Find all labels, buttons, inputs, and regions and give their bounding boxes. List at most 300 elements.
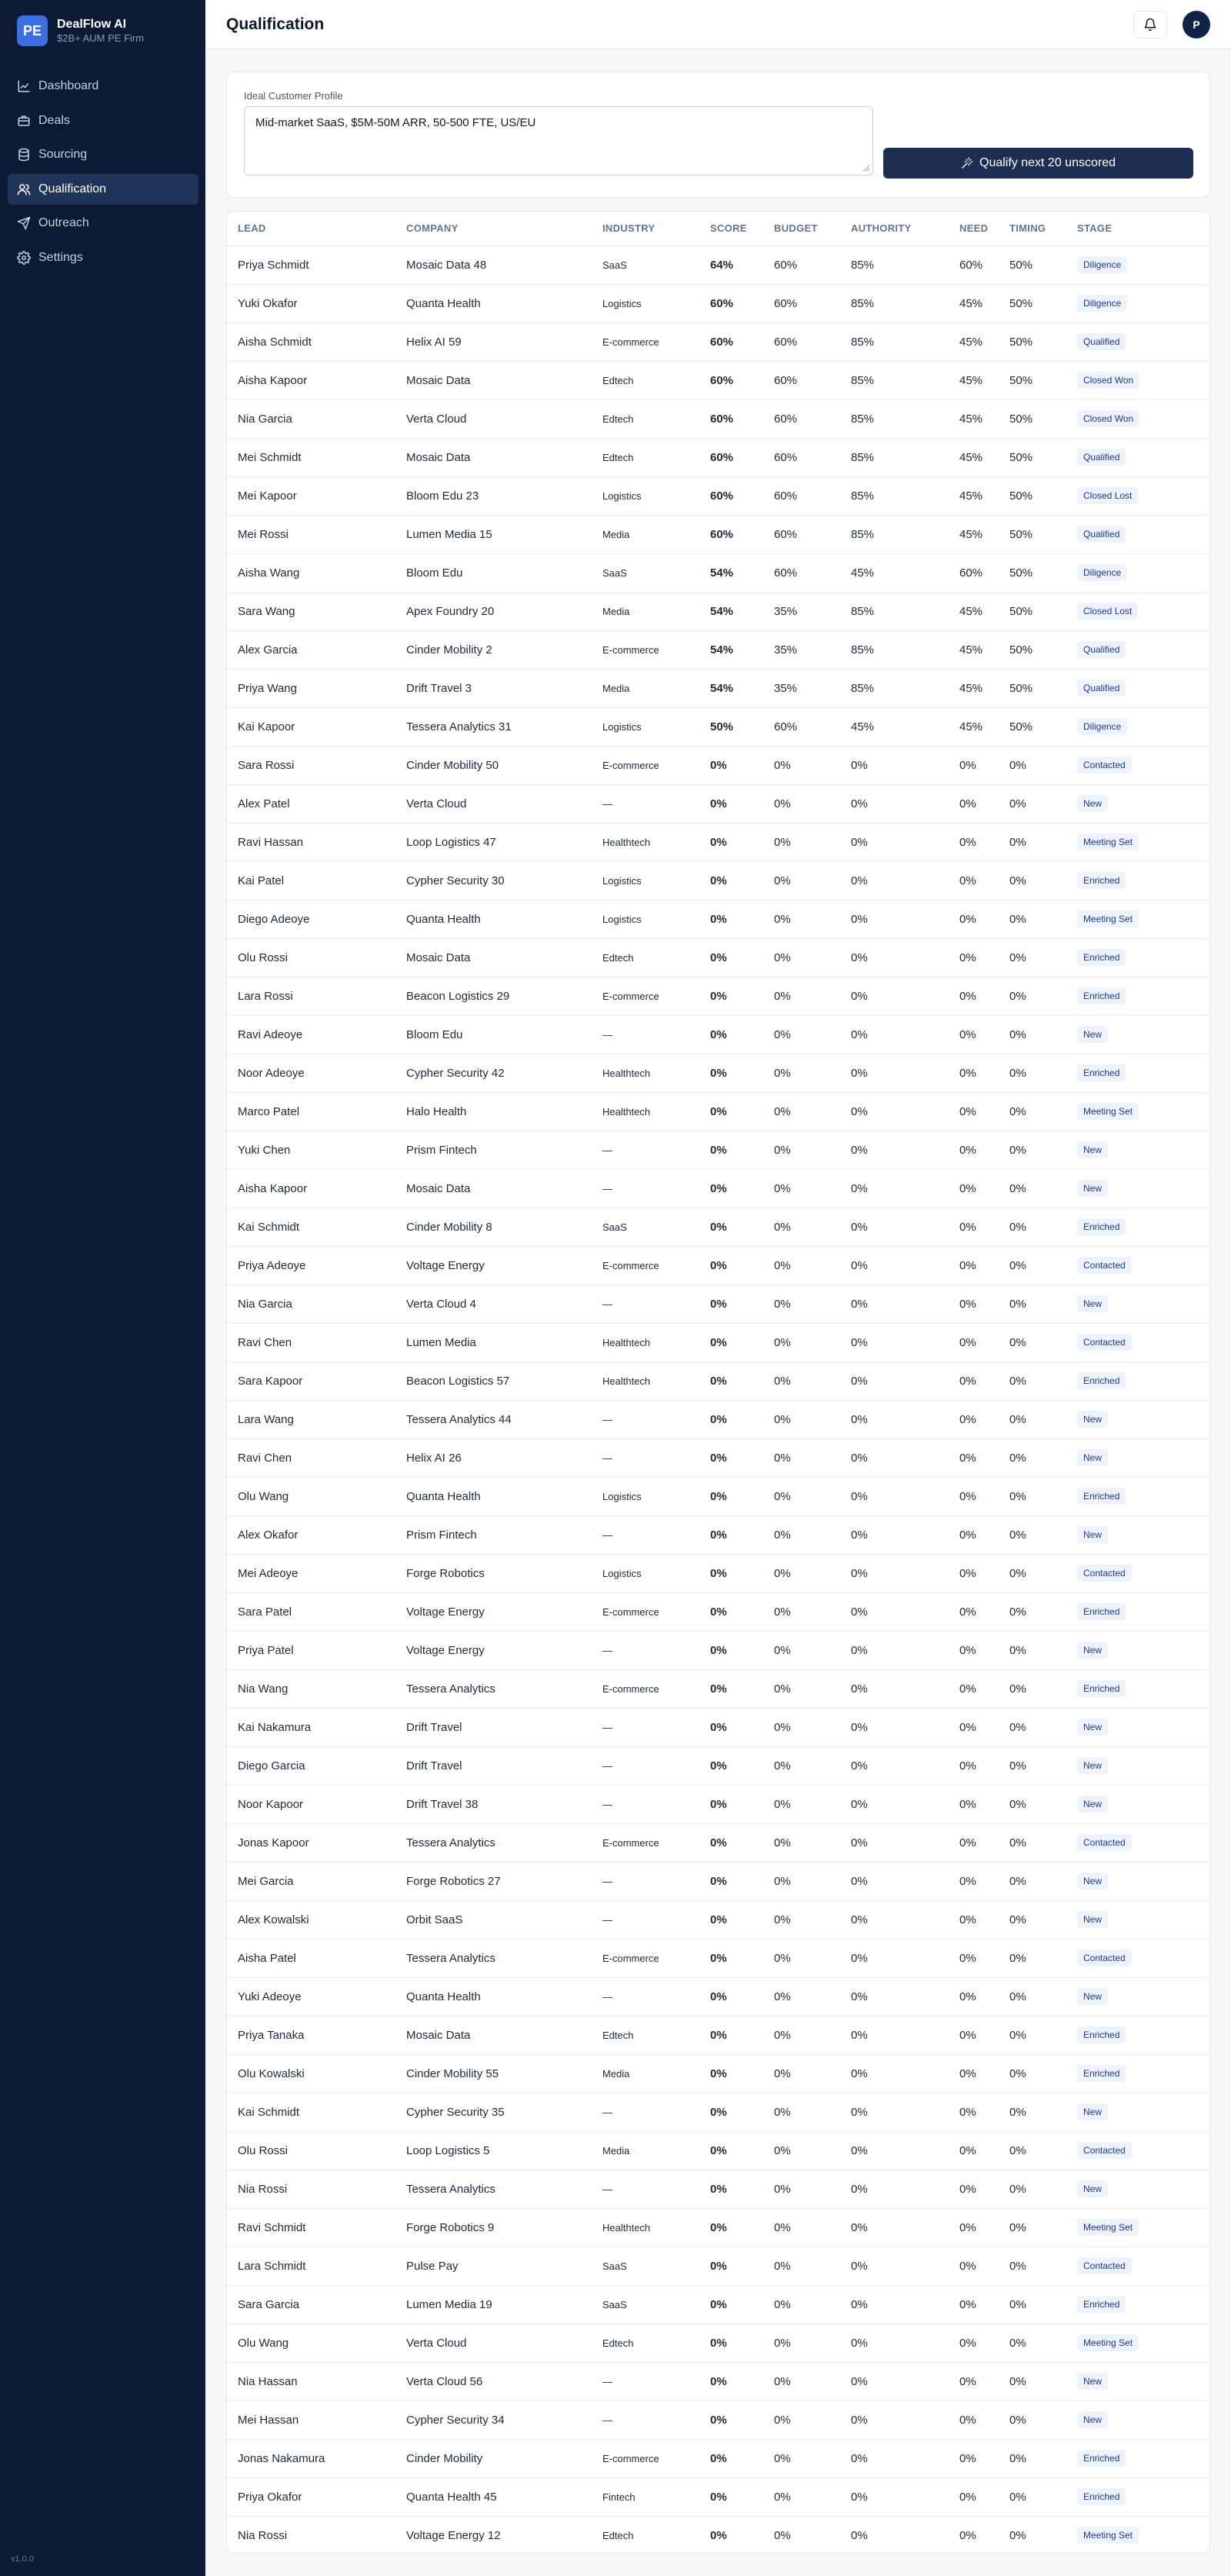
stage-badge: Enriched [1077,2065,1126,2082]
stage-cell [1077,784,1210,823]
timing-cell: 0% [1009,2016,1077,2054]
timing-cell: 0% [1009,1131,1077,1169]
stage-cell [1077,1592,1210,1631]
table-row[interactable] [227,1785,1210,1823]
sidebar-item-label: Outreach [38,216,89,229]
industry-cell: Media [602,592,710,630]
company-cell: Lumen Media [406,1323,602,1362]
table-row[interactable] [227,2516,1210,2554]
authority-cell: 0% [851,1554,959,1592]
score-cell: 54% [710,553,774,592]
industry-cell: Healthtech [602,1323,710,1362]
stage-badge: New [1077,1796,1108,1813]
stage-badge: Closed Lost [1077,603,1138,620]
table-row[interactable] [227,2247,1210,2285]
authority-cell: 0% [851,2477,959,2516]
company-cell: Mosaic Data [406,2016,602,2054]
sidebar-item-settings[interactable] [8,242,198,273]
company-cell: Cinder Mobility 50 [406,746,602,784]
lead-name-cell: Olu Wang [227,1477,406,1515]
table-row[interactable] [227,707,1210,746]
company-cell: Beacon Logistics 57 [406,1362,602,1400]
stage-badge: Contacted [1077,1565,1132,1582]
brand-logo: PE [17,15,48,46]
authority-cell: 0% [851,2131,959,2170]
authority-cell: 85% [851,361,959,399]
table-row[interactable] [227,900,1210,938]
industry-cell: — [602,1285,710,1323]
budget-cell: 0% [774,1131,851,1169]
stage-cell [1077,669,1210,707]
company-cell: Mosaic Data 48 [406,246,602,284]
company-cell: Quanta Health [406,1477,602,1515]
column-header-timing[interactable]: TIMING [1009,212,1077,246]
stage-cell [1077,1900,1210,1939]
need-cell: 0% [959,1208,1009,1246]
lead-name-cell: Priya Tanaka [227,2016,406,2054]
score-cell: 0% [710,1631,774,1669]
industry-cell: — [602,1515,710,1554]
table-row[interactable] [227,1939,1210,1977]
lead-name-cell: Noor Adeoye [227,1054,406,1092]
industry-cell: — [602,2093,710,2131]
stage-badge: Contacted [1077,757,1132,773]
industry-cell: Media [602,2054,710,2093]
lead-name-cell: Kai Schmidt [227,1208,406,1246]
stage-cell [1077,2054,1210,2093]
timing-cell: 0% [1009,1400,1077,1438]
stage-cell [1077,284,1210,322]
stage-cell [1077,2093,1210,2131]
column-header-industry[interactable]: INDUSTRY [602,212,710,246]
table-row[interactable] [227,861,1210,900]
budget-cell: 0% [774,2131,851,2170]
stage-badge: New [1077,2411,1108,2428]
gear-icon [17,251,31,265]
industry-cell: — [602,1785,710,1823]
need-cell: 0% [959,861,1009,900]
authority-cell: 0% [851,1862,959,1900]
authority-cell: 0% [851,861,959,900]
need-cell: 0% [959,2362,1009,2401]
stage-cell [1077,399,1210,438]
authority-cell: 0% [851,1823,959,1862]
table-row[interactable] [227,784,1210,823]
table-row[interactable] [227,284,1210,322]
table-row[interactable] [227,1015,1210,1054]
stage-cell [1077,1631,1210,1669]
budget-cell: 0% [774,1823,851,1862]
stage-badge: Enriched [1077,1218,1126,1235]
table-row[interactable] [227,553,1210,592]
table-row[interactable] [227,938,1210,977]
company-cell: Forge Robotics [406,1554,602,1592]
avatar[interactable]: P [1183,11,1210,38]
score-cell: 0% [710,1015,774,1054]
stage-cell [1077,977,1210,1015]
lead-name-cell: Nia Rossi [227,2170,406,2208]
score-cell: 54% [710,630,774,669]
budget-cell: 35% [774,669,851,707]
table-row[interactable] [227,1092,1210,1131]
stage-cell [1077,2439,1210,2477]
table-row[interactable] [227,1285,1210,1323]
timing-cell: 0% [1009,2362,1077,2401]
table-row[interactable] [227,1862,1210,1900]
timing-cell: 0% [1009,1323,1077,1362]
lead-name-cell: Sara Wang [227,592,406,630]
table-row[interactable] [227,1669,1210,1708]
timing-cell: 0% [1009,2131,1077,2170]
stage-badge: Enriched [1077,2488,1126,2505]
table-row[interactable] [227,2054,1210,2093]
timing-cell: 50% [1009,630,1077,669]
stage-cell [1077,1054,1210,1092]
table-row[interactable] [227,2170,1210,2208]
column-header-authority[interactable]: AUTHORITY [851,212,959,246]
company-cell: Prism Fintech [406,1131,602,1169]
industry-cell: Healthtech [602,1362,710,1400]
score-cell: 0% [710,1900,774,1939]
table-row[interactable] [227,1246,1210,1285]
table-row[interactable] [227,1362,1210,1400]
table-row[interactable] [227,592,1210,630]
table-row[interactable] [227,2208,1210,2247]
budget-cell: 0% [774,1977,851,2016]
score-cell: 0% [710,2362,774,2401]
table-row[interactable] [227,515,1210,553]
stage-badge: Meeting Set [1077,834,1139,850]
lead-name-cell: Diego Adeoye [227,900,406,938]
budget-cell: 0% [774,1631,851,1669]
stage-badge: Meeting Set [1077,2219,1139,2236]
timing-cell: 0% [1009,1054,1077,1092]
lead-name-cell: Ravi Schmidt [227,2208,406,2247]
table-row[interactable] [227,1708,1210,1746]
budget-cell: 0% [774,1592,851,1631]
need-cell: 0% [959,1939,1009,1977]
stage-badge: Contacted [1077,1257,1132,1274]
column-header-lead[interactable]: LEAD [227,212,406,246]
brand-subtitle: $2B+ AUM PE Firm [57,32,145,44]
authority-cell: 0% [851,900,959,938]
table-row[interactable] [227,2362,1210,2401]
brand-name: DealFlow AI [57,18,127,31]
stage-cell [1077,938,1210,977]
timing-cell: 0% [1009,746,1077,784]
company-cell: Helix AI 59 [406,322,602,361]
table-row[interactable] [227,1515,1210,1554]
timing-cell: 50% [1009,476,1077,515]
table-row[interactable] [227,746,1210,784]
industry-cell: Logistics [602,900,710,938]
sidebar-item-outreach[interactable] [8,208,198,239]
table-row[interactable] [227,1400,1210,1438]
table-row[interactable] [227,630,1210,669]
budget-cell: 60% [774,553,851,592]
budget-cell: 60% [774,515,851,553]
company-cell: Tessera Analytics 31 [406,707,602,746]
timing-cell: 0% [1009,1823,1077,1862]
industry-cell: — [602,1131,710,1169]
need-cell: 0% [959,1554,1009,1592]
industry-cell: Media [602,669,710,707]
authority-cell: 0% [851,1131,959,1169]
table-row[interactable] [227,246,1210,284]
industry-cell: — [602,1438,710,1477]
score-cell: 0% [710,900,774,938]
lead-name-cell: Olu Wang [227,2324,406,2362]
qualify-button[interactable] [883,148,1193,179]
need-cell: 45% [959,707,1009,746]
company-cell: Lumen Media 19 [406,2285,602,2324]
score-cell: 0% [710,1323,774,1362]
stage-badge: Enriched [1077,1372,1126,1389]
lead-name-cell: Olu Rossi [227,938,406,977]
stage-badge: Diligence [1077,718,1127,735]
sidebar-item-qualification[interactable] [8,174,198,205]
score-cell: 0% [710,2131,774,2170]
company-cell: Apex Foundry 20 [406,592,602,630]
version-label: v1.0.0 [11,2554,34,2564]
need-cell: 0% [959,2093,1009,2131]
stage-badge: New [1077,2373,1108,2390]
score-cell: 0% [710,2477,774,2516]
score-cell: 0% [710,1438,774,1477]
timing-cell: 0% [1009,1092,1077,1131]
budget-cell: 0% [774,2170,851,2208]
stage-badge: New [1077,1026,1108,1043]
stage-cell [1077,1823,1210,1862]
page-title: Qualification [226,15,325,33]
company-cell: Cypher Security 30 [406,861,602,900]
icp-input[interactable] [244,106,873,175]
table-row[interactable] [227,1977,1210,2016]
column-header-score[interactable]: SCORE [710,212,774,246]
authority-cell: 0% [851,1669,959,1708]
need-cell: 0% [959,2054,1009,2093]
company-cell: Cinder Mobility [406,2439,602,2477]
need-cell: 0% [959,2324,1009,2362]
authority-cell: 0% [851,2208,959,2247]
authority-cell: 0% [851,1208,959,1246]
stage-badge: New [1077,1719,1108,1736]
budget-cell: 0% [774,1515,851,1554]
need-cell: 0% [959,2285,1009,2324]
table-row[interactable] [227,1554,1210,1592]
score-cell: 0% [710,1746,774,1785]
budget-cell: 60% [774,284,851,322]
table-row[interactable] [227,1746,1210,1785]
need-cell: 0% [959,1246,1009,1285]
table-row[interactable] [227,2401,1210,2439]
table-row[interactable] [227,476,1210,515]
table-row[interactable] [227,1131,1210,1169]
company-cell: Helix AI 26 [406,1438,602,1477]
company-cell: Bloom Edu [406,1015,602,1054]
table-row[interactable] [227,669,1210,707]
stage-badge: New [1077,2103,1108,2120]
budget-cell: 0% [774,2324,851,2362]
need-cell: 60% [959,246,1009,284]
authority-cell: 0% [851,2285,959,2324]
company-cell: Cypher Security 42 [406,1054,602,1092]
table-row[interactable] [227,1054,1210,1092]
score-cell: 0% [710,2285,774,2324]
table-row[interactable] [227,361,1210,399]
authority-cell: 0% [851,2093,959,2131]
stage-cell [1077,707,1210,746]
table-row[interactable] [227,1169,1210,1208]
authority-cell: 0% [851,1438,959,1477]
need-cell: 0% [959,1900,1009,1939]
sidebar-item-sourcing[interactable] [8,139,198,170]
need-cell: 0% [959,2131,1009,2170]
stage-cell [1077,823,1210,861]
authority-cell: 85% [851,322,959,361]
budget-cell: 0% [774,746,851,784]
need-cell: 0% [959,2439,1009,2477]
timing-cell: 0% [1009,1438,1077,1477]
stage-badge: New [1077,1873,1108,1889]
table-row[interactable] [227,2131,1210,2170]
score-cell: 0% [710,2401,774,2439]
need-cell: 0% [959,1746,1009,1785]
score-cell: 0% [710,2439,774,2477]
budget-cell: 0% [774,2247,851,2285]
company-cell: Cypher Security 35 [406,2093,602,2131]
need-cell: 45% [959,399,1009,438]
column-header-company[interactable]: COMPANY [406,212,602,246]
timing-cell: 0% [1009,1477,1077,1515]
lead-name-cell: Nia Wang [227,1669,406,1708]
lead-name-cell: Diego Garcia [227,1746,406,1785]
score-cell: 0% [710,861,774,900]
table-row[interactable] [227,1477,1210,1515]
table-row[interactable] [227,1208,1210,1246]
authority-cell: 0% [851,1592,959,1631]
authority-cell: 45% [851,553,959,592]
table-row[interactable] [227,977,1210,1015]
need-cell: 0% [959,1515,1009,1554]
budget-cell: 0% [774,1746,851,1785]
notifications-button[interactable] [1133,11,1167,38]
table-row[interactable] [227,2016,1210,2054]
sidebar-item-deals[interactable] [8,105,198,136]
lead-name-cell: Yuki Adeoye [227,1977,406,2016]
company-cell: Prism Fintech [406,1515,602,1554]
table-row[interactable] [227,1438,1210,1477]
stage-badge: New [1077,1141,1108,1158]
table-row[interactable] [227,1900,1210,1939]
industry-cell: Edtech [602,2324,710,2362]
sidebar-item-label: Settings [38,250,83,264]
score-cell: 0% [710,1515,774,1554]
company-cell: Forge Robotics 9 [406,2208,602,2247]
budget-cell: 60% [774,246,851,284]
timing-cell: 0% [1009,1785,1077,1823]
authority-cell: 0% [851,823,959,861]
authority-cell: 0% [851,1015,959,1054]
authority-cell: 0% [851,2016,959,2054]
resize-grip-icon[interactable] [862,165,870,172]
industry-cell: — [602,2362,710,2401]
table-row[interactable] [227,322,1210,361]
table-row[interactable] [227,2477,1210,2516]
table-row[interactable] [227,1592,1210,1631]
score-cell: 0% [710,1862,774,1900]
score-cell: 0% [710,1285,774,1323]
timing-cell: 0% [1009,823,1077,861]
table-row[interactable] [227,1323,1210,1362]
industry-cell: SaaS [602,246,710,284]
company-cell: Drift Travel 3 [406,669,602,707]
stage-badge: New [1077,1757,1108,1774]
score-cell: 60% [710,322,774,361]
need-cell: 0% [959,2477,1009,2516]
industry-cell: — [602,1746,710,1785]
need-cell: 0% [959,2170,1009,2208]
table-row[interactable] [227,1823,1210,1862]
brand[interactable] [17,15,144,46]
authority-cell: 0% [851,746,959,784]
authority-cell: 0% [851,2528,868,2542]
budget-cell: 0% [774,977,851,1015]
lead-name-cell: Nia Garcia [227,399,406,438]
budget-cell: 0% [774,2208,851,2247]
table-row[interactable] [227,399,1210,438]
column-header-stage[interactable]: STAGE [1077,212,1210,246]
budget-cell: 0% [774,1323,851,1362]
table-row[interactable] [227,2439,1210,2477]
timing-cell: 0% [1009,2528,1026,2542]
need-cell: 0% [959,823,1009,861]
company-cell: Verta Cloud [406,399,602,438]
timing-cell: 0% [1009,1015,1077,1054]
table-row[interactable] [227,438,1210,476]
industry-cell: Media [602,2131,710,2170]
lead-name-cell: Nia Rossi [238,2528,288,2542]
industry-cell: — [602,1400,710,1438]
industry-cell: E-commerce [602,977,710,1015]
column-header-need[interactable]: NEED [959,212,1009,246]
lead-name-cell: Sara Garcia [227,2285,406,2324]
authority-cell: 45% [851,707,959,746]
table-row[interactable] [227,2285,1210,2324]
table-row[interactable] [227,2324,1210,2362]
company-cell: Halo Health [406,1092,602,1131]
topbar [205,0,1231,49]
table-row[interactable] [227,2093,1210,2131]
stage-cell [1077,553,1210,592]
lead-name-cell: Aisha Wang [227,553,406,592]
lead-name-cell: Kai Kapoor [227,707,406,746]
budget-cell: 0% [774,1015,851,1054]
sidebar-item-label: Deals [38,113,70,127]
need-cell: 0% [959,1323,1009,1362]
budget-cell: 35% [774,630,851,669]
need-cell: 0% [959,2401,1009,2439]
company-cell: Loop Logistics 47 [406,823,602,861]
table-row[interactable] [227,1631,1210,1669]
table-row[interactable] [227,823,1210,861]
stage-badge: Enriched [1077,2026,1126,2043]
column-header-budget[interactable]: BUDGET [774,212,851,246]
stage-badge: New [1077,1988,1108,2005]
briefcase-icon [17,114,31,128]
budget-cell: 0% [774,1939,851,1977]
sidebar-item-dashboard[interactable] [8,71,198,102]
